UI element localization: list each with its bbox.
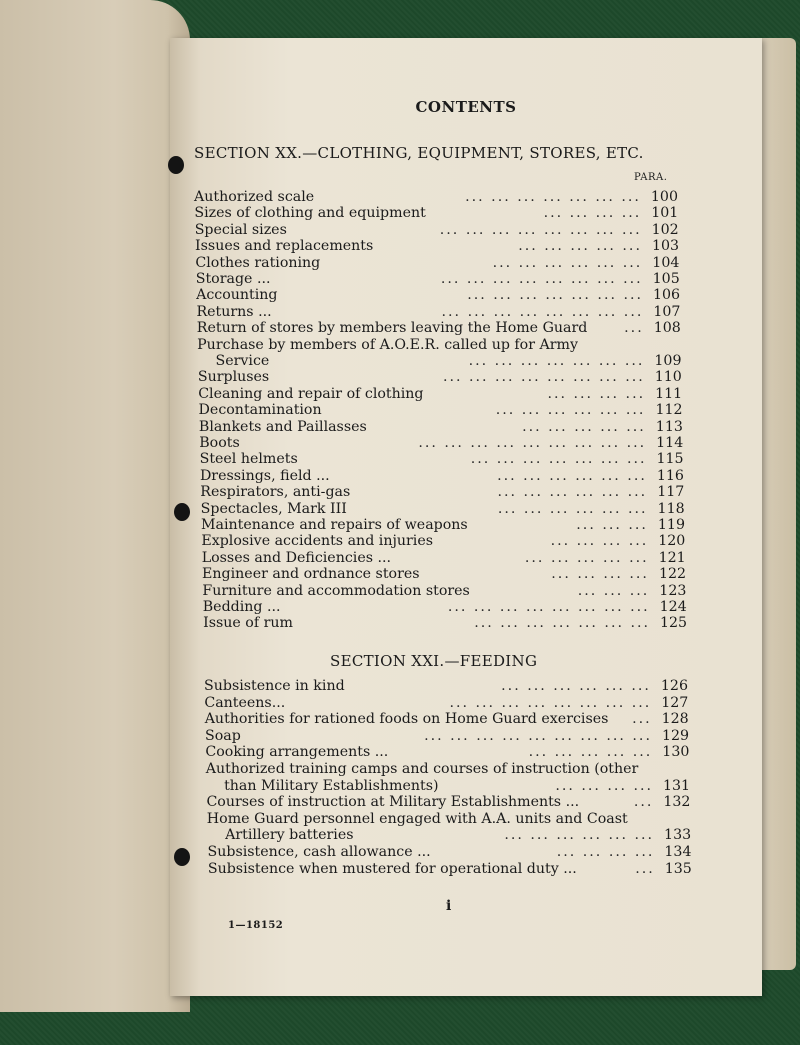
toc-entry [216, 353, 682, 370]
toc-entry-para-number: 130 [662, 744, 690, 761]
toc-leader-dots: ... ... ... ... [547, 385, 646, 402]
toc-entry [202, 566, 686, 583]
toc-entry-title: Purchase by members of A.O.E.R. called up for Army [197, 336, 579, 353]
toc-entry-para-number: 135 [664, 860, 692, 877]
toc-leader-dots: ... ... ... ... ... ... [497, 467, 647, 484]
toc-entry-para-number: 111 [655, 385, 683, 402]
toc-entry-para-number: 129 [661, 727, 690, 744]
toc-leader-dots: ... ... ... ... ... ... ... ... ... [424, 727, 652, 744]
toc-entry-title: Boots [199, 435, 240, 451]
toc-entry [196, 304, 680, 321]
toc-entry [204, 678, 688, 695]
toc-entry-title: Furniture and accommodation stores [202, 582, 470, 599]
toc-entry-title: Returns ... [196, 303, 272, 320]
toc-leader-dots: ... ... ... ... ... ... [492, 254, 643, 271]
toc-entry-title: Courses of instruction at Military Establishments ... [206, 794, 580, 811]
toc-entry-para-number: 134 [664, 844, 692, 860]
toc-entry-para-number: 106 [653, 287, 681, 304]
toc-entry [200, 484, 684, 501]
toc-leader-dots: ... [633, 794, 654, 811]
toc-entry [200, 468, 684, 485]
toc-entry-para-number: 131 [663, 777, 691, 794]
toc-entry [197, 337, 681, 354]
print-code: 1—18152 [228, 920, 284, 931]
toc-leader-dots: ... ... ... ... ... [522, 418, 646, 435]
toc-leader-dots: ... ... ... ... ... ... ... ... [440, 271, 643, 287]
toc-entry-para-number: 133 [664, 827, 692, 844]
toc-entry-title: Sizes of clothing and equipment [194, 205, 426, 222]
toc-entry-para-number: 117 [657, 484, 685, 501]
toc-entry-title: Subsistence when mustered for operational duty ... [207, 860, 577, 877]
toc-entry-para-number: 104 [652, 254, 680, 271]
toc-entry-para-number: 126 [660, 678, 688, 694]
contents-page [170, 38, 762, 996]
toc-entry-title: Cleaning and repair of clothing [198, 385, 424, 402]
toc-entry [197, 320, 681, 337]
toc-leader-dots: ... ... ... ... ... ... [504, 827, 655, 844]
toc-entry [195, 255, 679, 272]
toc-entry [195, 222, 679, 239]
toc-entry [204, 695, 688, 712]
toc-entry-para-number: 128 [661, 711, 689, 728]
toc-entry-para-number: 101 [651, 205, 679, 222]
toc-entry-para-number: 109 [654, 353, 682, 369]
toc-leader-dots: ... ... ... ... ... [518, 238, 642, 255]
toc-entry-title: Authorities for rationed foods on Home Guard exercises [204, 711, 609, 728]
toc-leader-dots: ... ... ... ... ... ... [495, 402, 646, 419]
toc-entry-title: Authorized scale [194, 189, 315, 205]
toc-entry [208, 844, 692, 861]
toc-entry-para-number: 124 [659, 599, 687, 615]
toc-entry [203, 599, 687, 616]
toc-entry-title: Cooking arrangements ... [205, 744, 389, 761]
toc-entry [199, 419, 683, 436]
toc-entry [199, 402, 683, 419]
toc-entry-para-number: 132 [663, 794, 691, 811]
toc-leader-dots: ... ... ... ... [550, 533, 649, 550]
toc-entry-title: Explosive accidents and injuries [201, 533, 433, 550]
toc-entry-para-number: 118 [657, 500, 685, 517]
toc-entry-para-number: 123 [659, 582, 687, 599]
toc-entry [199, 435, 683, 452]
toc-entry-title: Soap [205, 727, 241, 744]
toc-entry-title: Bedding ... [202, 599, 281, 615]
para-column-label: PARA. [634, 172, 668, 183]
toc-entry-para-number: 100 [650, 189, 678, 205]
toc-leader-dots: ... ... ... ... ... ... ... ... [449, 694, 652, 711]
toc-leader-dots: ... ... ... ... ... ... ... [468, 353, 645, 369]
toc-entry-title: Blankets and Paillasses [198, 418, 367, 435]
toc-entry [202, 583, 686, 600]
toc-entry [208, 861, 692, 878]
toc-entry [196, 271, 680, 288]
toc-leader-dots: ... ... ... ... ... ... [497, 500, 648, 517]
toc-entry-para-number: 110 [654, 369, 682, 386]
toc-entry [194, 189, 678, 206]
toc-entry [201, 533, 685, 550]
toc-leader-dots: ... ... ... ... ... ... ... [467, 287, 643, 304]
toc-entry-para-number: 105 [652, 271, 680, 287]
toc-leader-dots: ... ... ... ... ... [528, 744, 653, 761]
toc-entry-title: Canteens... [204, 694, 286, 711]
page-heading: CONTENTS [415, 98, 517, 116]
toc-entry [196, 287, 680, 304]
toc-entry [203, 615, 687, 632]
toc-entry-title: Authorized training camps and courses of instruction (other [205, 761, 639, 777]
toc-entry-title: Respirators, anti-gas [200, 484, 351, 501]
section-xxi-title: SECTION XXI.—FEEDING [330, 652, 538, 670]
toc-entry-title: Decontamination [198, 402, 322, 419]
toc-entry-title: Accounting [196, 287, 278, 304]
toc-entry-title: Service [215, 353, 270, 369]
toc-entry-title: Dressings, field ... [199, 467, 330, 484]
binding-hole-bottom [174, 848, 190, 866]
toc-entry-para-number: 107 [653, 303, 681, 320]
toc-leader-dots: ... ... ... ... ... ... ... ... [447, 599, 650, 615]
toc-leader-dots: ... ... ... ... ... ... [501, 678, 651, 694]
toc-leader-dots: ... ... ... ... [556, 844, 655, 860]
toc-leader-dots: ... ... ... ... [551, 566, 649, 583]
toc-entry-title: Spectacles, Mark III [200, 500, 347, 517]
toc-entry [205, 744, 689, 761]
toc-entry-title: Steel helmets [199, 451, 298, 468]
toc-entry-title: Issues and replacements [195, 238, 374, 255]
toc-entry-para-number: 116 [656, 467, 684, 484]
toc-entry-para-number: 103 [651, 238, 680, 255]
toc-entry-para-number: 108 [653, 320, 681, 337]
toc-entry [195, 238, 679, 255]
toc-entry-title: Special sizes [194, 221, 287, 238]
toc-entry [207, 811, 691, 828]
left-page [0, 0, 190, 1012]
toc-leader-dots: ... [635, 860, 655, 877]
toc-leader-dots: ... ... ... ... ... ... ... ... [439, 221, 642, 238]
binding-hole-top [168, 156, 184, 174]
toc-leader-dots: ... ... ... ... ... ... ... ... [441, 303, 644, 320]
toc-entry [205, 711, 689, 728]
toc-entry-title: Home Guard personnel engaged with A.A. units and Coast [206, 810, 628, 827]
toc-entry [200, 451, 684, 468]
toc-entry-para-number: 120 [658, 533, 686, 550]
toc-entry [225, 827, 691, 844]
toc-entry-para-number: 113 [655, 418, 683, 435]
toc-entry [206, 761, 690, 778]
toc-entry-title: Engineer and ordnance stores [202, 566, 420, 583]
toc-entry-title: Subsistence in kind [204, 678, 345, 694]
toc-entry-title: Artillery batteries [225, 827, 354, 844]
toc-entry-title: Issue of rum [203, 615, 293, 632]
toc-entry-title: Losses and Deficiencies ... [201, 549, 392, 566]
toc-entry-para-number: 127 [661, 694, 689, 711]
toc-leader-dots: ... ... ... ... ... ... ... ... [442, 369, 645, 386]
toc-entry-para-number: 121 [658, 549, 686, 566]
toc-entry-para-number: 122 [658, 566, 687, 583]
toc-entry-title: Return of stores by members leaving the Home Guard [196, 320, 588, 337]
binding-hole-middle [174, 503, 190, 521]
toc-entry-title: than Military Establishments) [224, 777, 439, 794]
toc-entry [205, 728, 689, 745]
toc-entry-title: Storage ... [195, 271, 271, 287]
toc-entry [224, 778, 690, 795]
toc-leader-dots: ... ... ... [577, 582, 650, 599]
page-number: i [446, 898, 452, 914]
toc-entry-para-number: 112 [655, 402, 683, 419]
toc-leader-dots: ... ... ... ... ... ... ... ... ... [418, 435, 647, 451]
toc-entry-title: Maintenance and repairs of weapons [201, 517, 468, 533]
toc-leader-dots: ... ... ... ... ... ... ... [470, 451, 647, 468]
toc-leader-dots: ... ... ... ... ... ... [497, 484, 648, 501]
toc-entry [201, 501, 685, 518]
toc-entry [198, 369, 682, 386]
toc-entry [206, 794, 690, 811]
toc-leader-dots: ... [632, 711, 652, 728]
toc-leader-dots: ... ... ... ... ... ... ... [474, 615, 650, 632]
toc-entry-para-number: 125 [660, 615, 688, 632]
toc-leader-dots: ... ... ... ... ... ... ... [465, 189, 641, 205]
toc-entry-para-number: 119 [657, 517, 685, 533]
toc-entry [202, 550, 686, 567]
toc-leader-dots: ... ... ... ... ... [524, 549, 649, 566]
toc-entry [201, 517, 685, 534]
toc-entry-title: Subsistence, cash allowance ... [207, 844, 431, 860]
toc-leader-dots: ... [624, 320, 644, 337]
toc-entry [198, 386, 682, 403]
toc-leader-dots: ... ... ... ... [543, 205, 642, 222]
toc-entry-para-number: 114 [656, 435, 684, 451]
toc-leader-dots: ... ... ... ... [555, 777, 653, 794]
toc-entry-title: Surpluses [197, 369, 270, 386]
section-xx-title: SECTION XX.—CLOTHING, EQUIPMENT, STORES, ETC. [194, 144, 644, 162]
toc-leader-dots: ... ... ... [576, 517, 648, 533]
toc-entry [194, 205, 678, 222]
toc-entry-para-number: 102 [651, 221, 679, 238]
toc-entry-title: Clothes rationing [195, 254, 321, 271]
toc-entry-para-number: 115 [656, 451, 684, 468]
